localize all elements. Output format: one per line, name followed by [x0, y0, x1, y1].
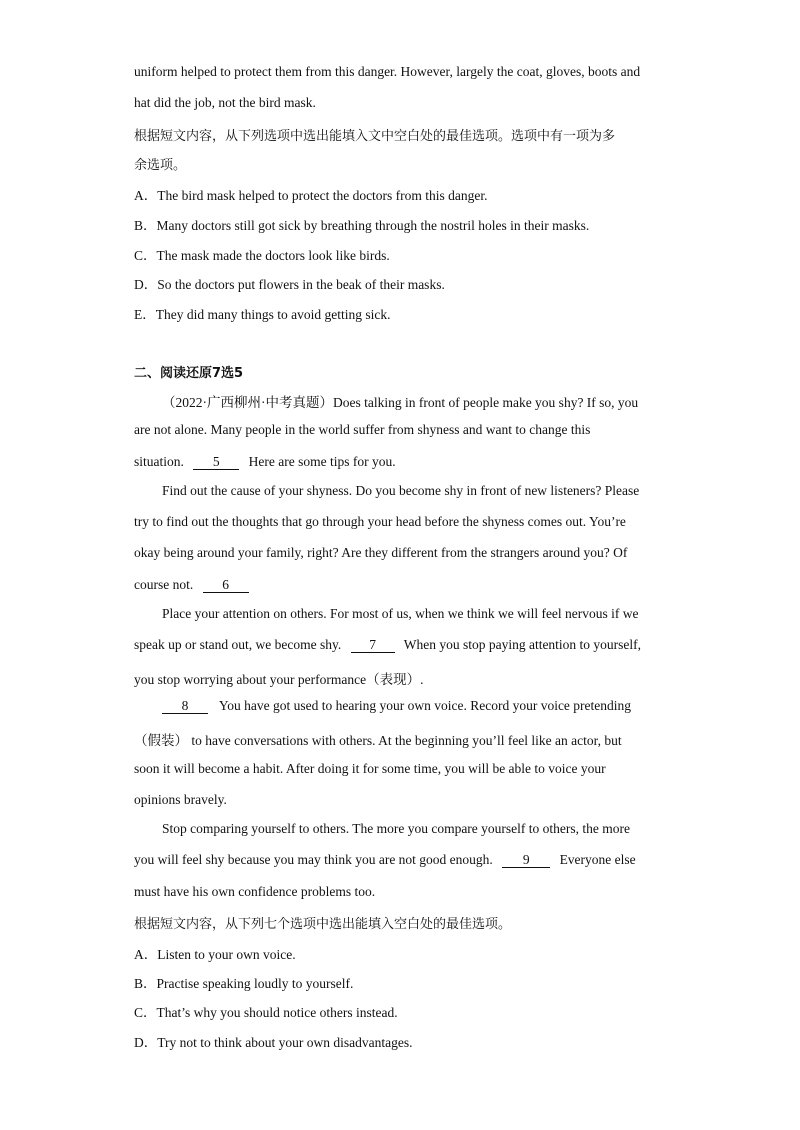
passage-line: Find out the cause of your shyness. Do you become shy in front of new listeners? Please	[162, 483, 640, 498]
passage-line: are not alone. Many people in the world suffer from shyness and want to change this	[134, 422, 591, 437]
option-d: D．Try not to think about your own disadvantages.	[134, 1035, 413, 1050]
option-c: C．That’s why you should notice others instead.	[134, 1005, 398, 1020]
passage-line: Stop comparing yourself to others. The more you compare yourself to others, the more	[162, 821, 631, 836]
passage-line	[134, 577, 249, 593]
option-e: E．They did many things to avoid getting sick.	[134, 307, 391, 322]
text: situation.	[134, 454, 184, 469]
instruction-line: 根据短文内容，从下列七个选项中选出能填入空白处的最佳选项。	[134, 917, 512, 932]
blank-8: 8	[162, 699, 208, 714]
text: Here are some tips for you.	[248, 454, 396, 469]
option-a: A．The bird mask helped to protect the doctors from this danger.	[134, 188, 488, 203]
passage-line: must have his own confidence problems too.	[134, 884, 376, 899]
text: Everyone else	[559, 852, 636, 867]
option-a: A．Listen to your own voice.	[134, 947, 296, 962]
passage-line: hat did the job, not the bird mask.	[134, 95, 316, 110]
passage-line	[134, 454, 396, 470]
text: You have got used to hearing your own voice. Record your voice pretending	[218, 698, 632, 713]
passage-line	[134, 852, 636, 868]
passage-line: okay being around your family, right? Are they different from the strangers around you? Of	[134, 545, 628, 560]
blank-6: 6	[203, 578, 249, 593]
section-heading: 二、阅读还原7选5	[134, 366, 244, 381]
option-d: D．So the doctors put flowers in the beak of their masks.	[134, 277, 445, 292]
passage-line: opinions bravely.	[134, 792, 227, 807]
passage-line: soon it will become a habit. After doing it for some time, you will be able to voice your	[134, 761, 606, 776]
text: When you stop paying attention to yourself,	[403, 637, 642, 652]
passage-line: （2022·广西柳州·中考真题）Does talking in front of people make you shy? If so, you	[162, 395, 639, 410]
blank-9: 9	[502, 853, 550, 868]
option-c: C．The mask made the doctors look like birds.	[134, 248, 390, 263]
passage-line	[134, 637, 641, 653]
text: you will feel shy because you may think you are not good enough.	[134, 852, 493, 867]
blank-5: 5	[193, 455, 239, 470]
blank-7: 7	[351, 638, 395, 653]
passage-line	[162, 698, 631, 714]
text: speak up or stand out, we become shy.	[134, 637, 342, 652]
passage-line: uniform helped to protect them from this danger. However, largely the coat, gloves, boots and	[134, 64, 641, 79]
passage-line: （假装） to have conversations with others. At the beginning you’ll feel like an actor, but	[134, 733, 622, 748]
passage-line: Place your attention on others. For most of us, when we think we will feel nervous if we	[162, 606, 639, 621]
instruction-line: 根据短文内容，从下列选项中选出能填入文中空白处的最佳选项。选项中有一项为多	[134, 129, 616, 144]
passage-line: try to find out the thoughts that go through your head before the shyness comes out. You’re	[134, 514, 626, 529]
option-b: B．Practise speaking loudly to yourself.	[134, 976, 354, 991]
option-b: B．Many doctors still got sick by breathing through the nostril holes in their masks.	[134, 218, 590, 233]
text: course not.	[134, 577, 194, 592]
instruction-line: 余选项。	[134, 158, 187, 173]
passage-line: you stop worrying about your performance（表现）.	[134, 672, 424, 687]
